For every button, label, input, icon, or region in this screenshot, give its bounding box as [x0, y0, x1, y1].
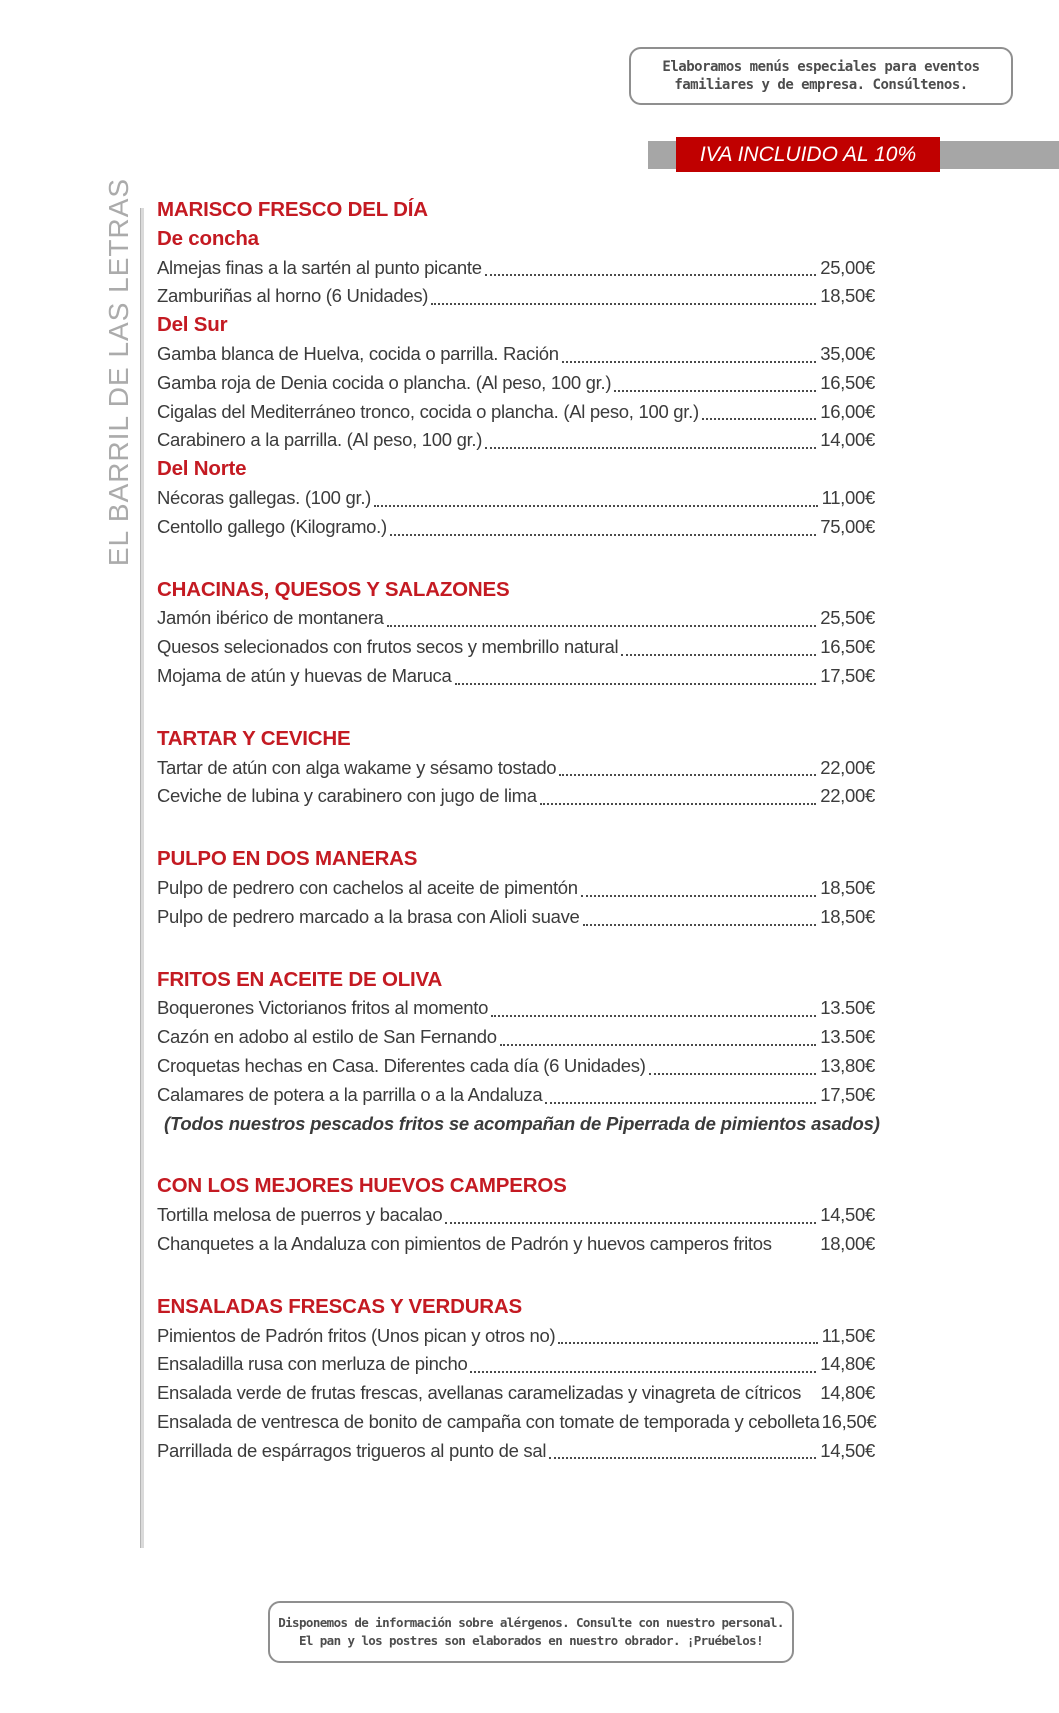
section-title: CON LOS MEJORES HUEVOS CAMPEROS: [157, 1174, 567, 1198]
dotted-leader: [649, 1073, 817, 1075]
tax-banner: [676, 137, 940, 172]
menu-item: [157, 754, 875, 783]
menu-section: [157, 1172, 875, 1258]
item-price: 22,00€: [820, 756, 875, 778]
item-name: Mojama de atún y huevas de Maruca: [157, 664, 452, 686]
item-price: 13,80€: [820, 1054, 875, 1076]
item-price: 16,50€: [821, 1410, 877, 1432]
item-name: Tortilla melosa de puerros y bacalao: [157, 1204, 443, 1226]
menu-item: [157, 1350, 875, 1379]
dotted-leader: [540, 803, 816, 805]
item-name: Calamares de potera a la parrilla o a la Andaluza: [157, 1083, 543, 1105]
item-name: Croquetas hechas en Casa. Diferentes cada día (6 Unidades): [157, 1054, 646, 1076]
menu-item: [157, 994, 875, 1023]
menu-section: [157, 1293, 875, 1466]
item-name: Pulpo de pedrero con cachelos al aceite de pimentón: [157, 876, 578, 898]
dotted-leader: [614, 390, 816, 392]
dotted-leader: [559, 774, 816, 776]
allergens-note-box: [268, 1601, 794, 1663]
item-name: Cigalas del Mediterráneo tronco, cocida o plancha. (Al peso, 100 gr.): [157, 400, 699, 422]
menu-item: [157, 604, 875, 633]
tax-banner-text: IVA INCLUIDO AL 10%: [699, 142, 917, 166]
brand-vertical-text: EL BARRIL DE LAS LETRAS: [103, 177, 134, 567]
item-name: Ceviche de lubina y carabinero con jugo de lima: [157, 785, 537, 807]
item-name: Gamba roja de Denia cocida o plancha. (Al peso, 100 gr.): [157, 371, 612, 393]
menu-section: [157, 576, 875, 691]
dotted-leader: [545, 1102, 816, 1104]
events-note-box: [629, 47, 1013, 105]
item-price: 35,00€: [820, 342, 875, 364]
item-price: 11,50€: [821, 1324, 875, 1346]
menu-item: [157, 662, 875, 691]
menu-item: [157, 484, 875, 513]
section-title: TARTAR Y CEVICHE: [157, 726, 351, 750]
dotted-leader: [485, 274, 816, 276]
item-name: Ensalada verde de frutas frescas, avellanas caramelizadas y vinagreta de cítricos: [157, 1382, 802, 1404]
section-title: CHACINAS, QUESOS Y SALAZONES: [157, 577, 510, 601]
menu-item: [157, 1230, 875, 1259]
menu-note: (Todos nuestros pescados fritos se acompañan de Piperrada de pimientos asados): [164, 1112, 880, 1134]
item-price: 75,00€: [820, 515, 875, 537]
section-title: FRITOS EN ACEITE DE OLIVA: [157, 967, 443, 991]
menu-item: [157, 513, 875, 542]
item-price: 18,00€: [820, 1232, 875, 1254]
dotted-leader: [455, 683, 817, 685]
item-name: Gamba blanca de Huelva, cocida o parrilla. Ración: [157, 342, 559, 364]
item-name: Pulpo de pedrero marcado a la brasa con Alioli suave: [157, 905, 580, 927]
events-note-line1: Elaboramos menús especiales para eventos: [662, 59, 980, 75]
vertical-divider: [140, 208, 144, 1548]
item-name: Chanquetes a la Andaluza con pimientos de Padrón y huevos camperos fritos: [157, 1232, 772, 1254]
menu-item: [157, 1408, 875, 1437]
menu-subheader: Del Norte: [157, 457, 247, 481]
item-name: Pimientos de Padrón fritos (Unos pican y otros no): [157, 1324, 556, 1346]
item-price: 18,50€: [820, 876, 875, 898]
item-name: Ensaladilla rusa con merluza de pincho: [157, 1353, 468, 1375]
dotted-leader: [581, 895, 816, 897]
item-price: 16,50€: [820, 371, 875, 393]
menu-section: [157, 966, 880, 1139]
item-price: 13.50€: [820, 1026, 875, 1048]
menu-section: [157, 845, 875, 931]
menu-subheader: De concha: [157, 226, 259, 250]
dotted-leader: [390, 534, 816, 536]
item-name: Cazón en adobo al estilo de San Fernando: [157, 1026, 497, 1048]
menu-item: [157, 1437, 875, 1466]
menu-item: [157, 398, 875, 427]
menu-item: [157, 340, 875, 369]
menu-item: [157, 1052, 875, 1081]
item-name: Carabinero a la parrilla. (Al peso, 100 gr.): [157, 429, 483, 451]
item-name: Parrillada de espárragos trigueros al punto de sal: [157, 1439, 547, 1461]
events-note-line2: familiares y de empresa. Consúltenos.: [674, 77, 968, 93]
menu-item: [157, 1322, 875, 1351]
item-price: 16,00€: [820, 400, 875, 422]
item-name: Zamburiñas al horno (6 Unidades): [157, 285, 429, 307]
dotted-leader: [445, 1222, 816, 1224]
dotted-leader: [374, 505, 818, 507]
menu-item: [157, 1081, 875, 1110]
item-price: 14,80€: [820, 1353, 875, 1375]
item-name: Centollo gallego (Kilogramo.): [157, 515, 387, 537]
menu-subheader: Del Sur: [157, 313, 228, 337]
menu-item: [157, 903, 875, 932]
menu-item: [157, 369, 875, 398]
item-price: 14,50€: [820, 1439, 875, 1461]
section-title: PULPO EN DOS MANERAS: [157, 847, 418, 871]
dotted-leader: [387, 625, 817, 627]
menu: [157, 196, 880, 1465]
menu-item: [157, 1379, 875, 1408]
item-price: 14,00€: [820, 429, 875, 451]
section-title: MARISCO FRESCO DEL DÍA: [157, 198, 428, 221]
item-name: Jamón ibérico de montanera: [157, 607, 384, 629]
allergens-note-line1: Disponemos de información sobre alérgenos. Consulte con nuestro personal.: [278, 1615, 784, 1630]
item-price: 13.50€: [820, 997, 875, 1019]
item-price: 18,50€: [820, 905, 875, 927]
item-name: Boquerones Victorianos fritos al momento: [157, 997, 489, 1019]
item-price: 18,50€: [820, 285, 875, 307]
item-price: 11,00€: [821, 486, 875, 508]
dotted-leader: [500, 1044, 816, 1046]
dotted-leader: [549, 1457, 816, 1459]
item-price: 25,50€: [820, 607, 875, 629]
item-price: 22,00€: [820, 785, 875, 807]
item-price: 16,50€: [820, 636, 875, 658]
item-name: Tartar de atún con alga wakame y sésamo tostado: [157, 756, 557, 778]
menu-item: [157, 782, 875, 811]
dotted-leader: [621, 654, 816, 656]
item-price: 17,50€: [820, 664, 875, 686]
dotted-leader: [583, 924, 817, 926]
section-title: ENSALADAS FRESCAS Y VERDURAS: [157, 1294, 522, 1318]
item-price: 17,50€: [820, 1083, 875, 1105]
dotted-leader: [491, 1015, 816, 1017]
menu-section: [157, 196, 875, 542]
item-name: Almejas finas a la sartén al punto picante: [157, 256, 482, 278]
menu-item: [157, 633, 875, 662]
menu-section: [157, 725, 875, 811]
menu-item: [157, 426, 875, 455]
dotted-leader: [470, 1371, 816, 1373]
item-name: Ensalada de ventresca de bonito de campaña con tomate de temporada y cebolleta: [157, 1410, 820, 1432]
dotted-leader: [558, 1342, 817, 1344]
menu-item: [157, 1023, 875, 1052]
dotted-leader: [702, 418, 816, 420]
item-price: 25,00€: [820, 256, 875, 278]
allergens-note-line2: El pan y los postres son elaborados en nuestro obrador. ¡Pruébelos!: [298, 1633, 764, 1648]
item-name: Quesos selecionados con frutos secos y membrillo natural: [157, 636, 619, 658]
dotted-leader: [562, 361, 816, 363]
item-name: Nécoras gallegas. (100 gr.): [157, 486, 372, 508]
menu-item: [157, 282, 875, 311]
item-price: 14,50€: [820, 1204, 875, 1226]
item-price: 14,80€: [820, 1382, 875, 1404]
menu-item: [157, 1201, 875, 1230]
dotted-leader: [431, 303, 816, 305]
menu-item: [157, 254, 875, 283]
dotted-leader: [485, 447, 816, 449]
menu-item: [157, 874, 875, 903]
